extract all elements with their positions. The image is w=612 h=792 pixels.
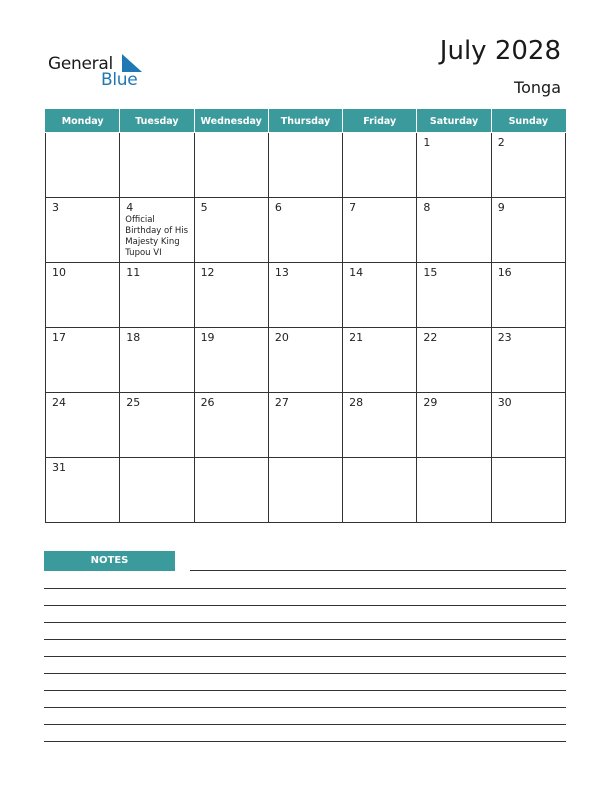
- day-number: 12: [200, 266, 215, 279]
- day-number: 13: [274, 266, 289, 279]
- day-cell: [46, 328, 120, 393]
- day-number: 28: [349, 396, 364, 409]
- holiday-event-label: Official Birthday of His Majesty King Tupou VI: [125, 215, 189, 258]
- day-number: 4: [126, 201, 134, 214]
- day-cell: [343, 133, 417, 198]
- week-row: [46, 198, 566, 263]
- week-row: [46, 393, 566, 458]
- notes-line: [44, 605, 566, 606]
- day-number: 22: [423, 331, 438, 344]
- day-cell: [491, 393, 565, 458]
- day-cell: [491, 458, 565, 523]
- day-cell: [194, 393, 268, 458]
- notes-line: [44, 741, 566, 742]
- day-number: 14: [349, 266, 364, 279]
- logo-text-blue: Blue: [101, 70, 138, 90]
- day-cell: [417, 458, 491, 523]
- notes-line: [44, 673, 566, 674]
- day-cell: [120, 458, 194, 523]
- weekday-header-saturday: Saturday: [417, 110, 491, 133]
- day-cell: [46, 458, 120, 523]
- day-cell: [491, 328, 565, 393]
- day-number: 11: [126, 266, 141, 279]
- notes-line: [44, 724, 566, 725]
- day-cell: [268, 328, 342, 393]
- day-cell: [268, 393, 342, 458]
- weekday-header-monday: Monday: [46, 110, 120, 133]
- notes-line: [44, 656, 566, 657]
- day-number: 23: [497, 331, 512, 344]
- day-number: 10: [52, 266, 66, 279]
- day-number: 19: [200, 331, 215, 344]
- day-cell: [417, 393, 491, 458]
- day-cell: [46, 198, 120, 263]
- day-number: 29: [423, 396, 438, 409]
- day-cell: [46, 263, 120, 328]
- day-number: 21: [349, 331, 364, 344]
- generalblue-logo: [48, 52, 158, 94]
- day-cell: [417, 133, 491, 198]
- notes-line: [44, 588, 566, 589]
- day-cell: [343, 328, 417, 393]
- week-row: [46, 328, 566, 393]
- day-number: 1: [423, 136, 431, 149]
- week-row: [46, 263, 566, 328]
- day-cell: [194, 328, 268, 393]
- weekday-header-tuesday: Tuesday: [120, 110, 194, 133]
- weekday-header-thursday: Thursday: [268, 110, 342, 133]
- weekday-header-wednesday: Wednesday: [194, 110, 268, 133]
- day-cell: [343, 263, 417, 328]
- day-cell: [120, 198, 194, 263]
- day-number: 16: [497, 266, 512, 279]
- day-cell: [491, 133, 565, 198]
- notes-line: [44, 639, 566, 640]
- day-number: 2: [497, 136, 505, 149]
- day-number: 7: [349, 201, 357, 214]
- notes-line: [44, 622, 566, 623]
- day-number: 15: [423, 266, 438, 279]
- day-number: 25: [126, 396, 141, 409]
- day-number: 24: [52, 396, 66, 409]
- day-cell: [343, 393, 417, 458]
- day-cell: [343, 458, 417, 523]
- day-cell: [120, 133, 194, 198]
- day-cell: [268, 198, 342, 263]
- logo-text-general: General: [48, 54, 113, 74]
- day-cell: [268, 133, 342, 198]
- country-subtitle: Tonga: [514, 78, 561, 97]
- day-number: 26: [200, 396, 215, 409]
- day-cell: [120, 328, 194, 393]
- day-number: 30: [497, 396, 512, 409]
- day-cell: [46, 133, 120, 198]
- calendar-grid: [45, 109, 566, 523]
- day-cell: [194, 133, 268, 198]
- month-year-title: July 2028: [439, 36, 561, 66]
- day-cell: [268, 458, 342, 523]
- day-number: 17: [52, 331, 66, 344]
- week-row: [46, 458, 566, 523]
- day-number: 20: [274, 331, 289, 344]
- day-cell: [417, 263, 491, 328]
- day-cell: [194, 263, 268, 328]
- notes-header: NOTES: [44, 551, 175, 571]
- week-row: [46, 133, 566, 198]
- day-number: 9: [497, 201, 505, 214]
- day-cell: [46, 393, 120, 458]
- notes-line: [44, 707, 566, 708]
- day-cell: [417, 198, 491, 263]
- day-number: 3: [52, 201, 59, 214]
- notes-line: [190, 570, 566, 571]
- day-number: 8: [423, 201, 431, 214]
- day-cell: [417, 328, 491, 393]
- weekday-header-sunday: Sunday: [491, 110, 565, 133]
- day-cell: [194, 458, 268, 523]
- day-cell: [491, 263, 565, 328]
- day-cell: [343, 198, 417, 263]
- day-cell: [120, 263, 194, 328]
- day-cell: [194, 198, 268, 263]
- day-number: 18: [126, 331, 141, 344]
- day-cell: [491, 198, 565, 263]
- day-cell: [120, 393, 194, 458]
- weekday-header-row: [46, 110, 566, 133]
- day-cell: [268, 263, 342, 328]
- day-number: 31: [52, 461, 66, 474]
- day-number: 5: [200, 201, 208, 214]
- weekday-header-friday: Friday: [343, 110, 417, 133]
- day-number: 27: [274, 396, 289, 409]
- notes-line: [44, 690, 566, 691]
- day-number: 6: [274, 201, 282, 214]
